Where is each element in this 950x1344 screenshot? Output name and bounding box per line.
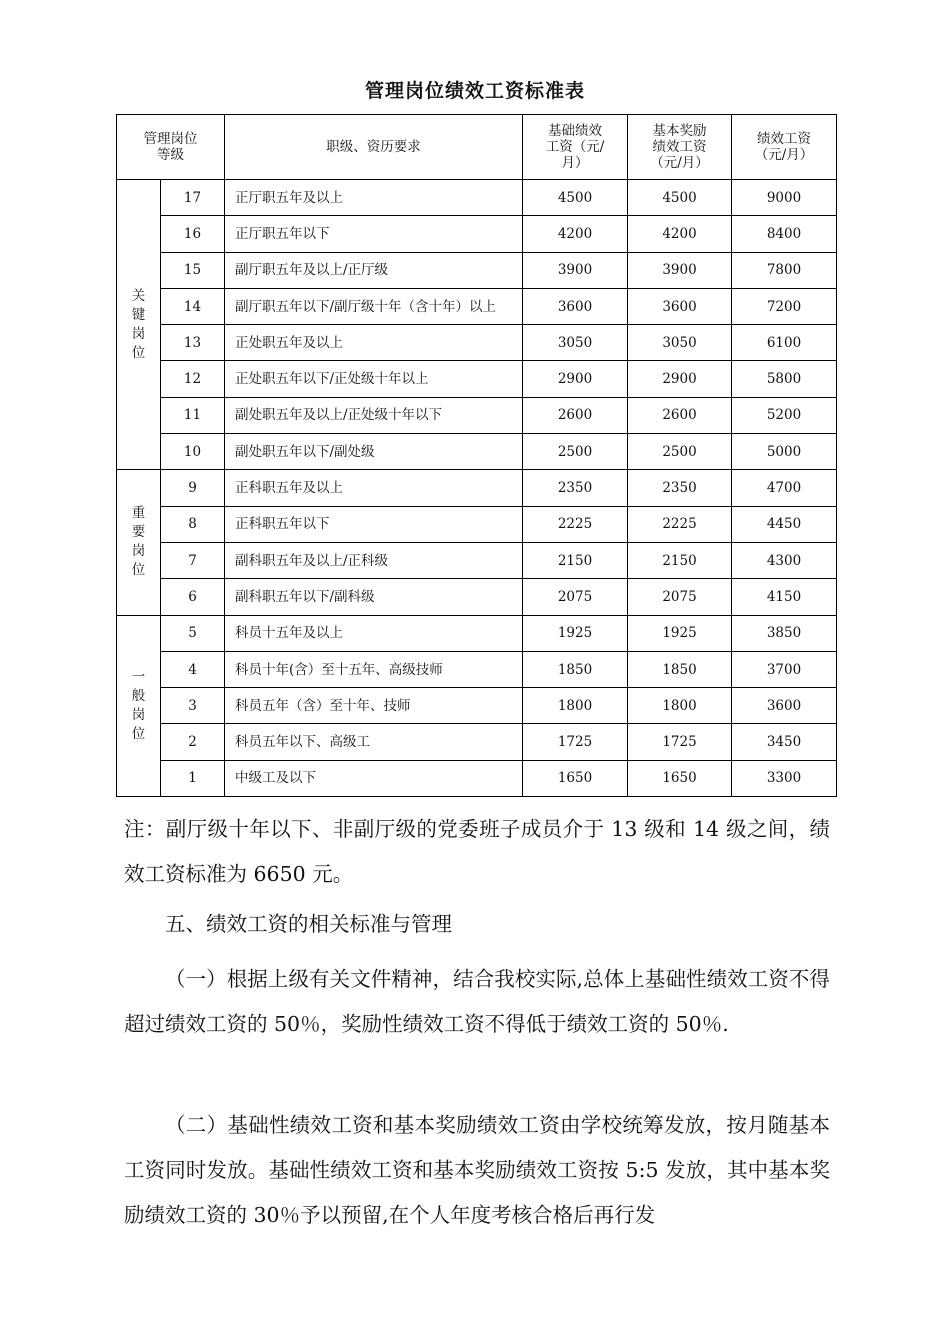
- reward-pay-cell: 3050: [628, 325, 732, 361]
- header-base-pay: 基础绩效 工资（元/ 月）: [523, 115, 628, 180]
- base-pay-cell: 2600: [523, 397, 628, 433]
- base-pay-cell: 1850: [523, 651, 628, 687]
- level-cell: 7: [161, 542, 225, 578]
- requirement-cell: 副处职五年及以上/正处级十年以下: [225, 397, 523, 433]
- reward-pay-cell: 2500: [628, 434, 732, 470]
- paragraph-2: （二）基础性绩效工资和基本奖励绩效工资由学校统筹发放，按月随基本工资同时发放。基础性绩效工资和基本奖励绩效工资按 5:5 发放，其中基本奖励绩效工资的 30％予以预留,在个人年度考核合格后再行发: [124, 1113, 830, 1227]
- base-pay-cell: 1800: [523, 688, 628, 724]
- reward-pay-cell: 3600: [628, 288, 732, 324]
- total-pay-cell: 3300: [732, 760, 837, 796]
- base-pay-cell: 1725: [523, 724, 628, 760]
- reward-pay-cell: 3900: [628, 252, 732, 288]
- requirement-cell: 科员五年以下、高级工: [225, 724, 523, 760]
- level-cell: 15: [161, 252, 225, 288]
- total-pay-cell: 5200: [732, 397, 837, 433]
- base-pay-cell: 3050: [523, 325, 628, 361]
- requirement-cell: 正厅职五年及以上: [225, 180, 523, 216]
- requirement-cell: 正厅职五年以下: [225, 216, 523, 252]
- reward-pay-cell: 2350: [628, 470, 732, 506]
- requirement-cell: 副科职五年以下/副科级: [225, 579, 523, 615]
- table-row: [117, 434, 837, 470]
- total-pay-cell: 3600: [732, 688, 837, 724]
- reward-pay-cell: 1925: [628, 615, 732, 651]
- total-pay-cell: 4700: [732, 470, 837, 506]
- base-pay-cell: 4200: [523, 216, 628, 252]
- total-pay-cell: 5800: [732, 361, 837, 397]
- table-row: [117, 288, 837, 324]
- total-pay-cell: 8400: [732, 216, 837, 252]
- level-cell: 12: [161, 361, 225, 397]
- level-cell: 2: [161, 724, 225, 760]
- base-pay-cell: 2075: [523, 579, 628, 615]
- total-pay-cell: 7800: [732, 252, 837, 288]
- requirement-cell: 副科职五年及以上/正科级: [225, 542, 523, 578]
- requirement-cell: 中级工及以下: [225, 760, 523, 796]
- requirement-cell: 正处职五年以下/正处级十年以上: [225, 361, 523, 397]
- group-label: 重要岗位: [117, 470, 161, 615]
- reward-pay-cell: 4500: [628, 180, 732, 216]
- requirement-cell: 科员五年（含）至十年、技师: [225, 688, 523, 724]
- table-row: [117, 542, 837, 578]
- group-label: 一般岗位: [117, 615, 161, 796]
- level-cell: 5: [161, 615, 225, 651]
- level-cell: 6: [161, 579, 225, 615]
- reward-pay-cell: 2225: [628, 506, 732, 542]
- reward-pay-cell: 1850: [628, 651, 732, 687]
- reward-pay-cell: 1725: [628, 724, 732, 760]
- table-row: [117, 397, 837, 433]
- reward-pay-cell: 4200: [628, 216, 732, 252]
- base-pay-cell: 1650: [523, 760, 628, 796]
- group-label: 关键岗位: [117, 180, 161, 470]
- requirement-cell: 副厅职五年以下/副厅级十年（含十年）以上: [225, 288, 523, 324]
- requirement-cell: 正科职五年以下: [225, 506, 523, 542]
- total-pay-cell: 5000: [732, 434, 837, 470]
- table-header-row: [117, 115, 837, 180]
- header-reward-pay: 基本奖励 绩效工资 （元/月）: [628, 115, 732, 180]
- total-pay-cell: 3450: [732, 724, 837, 760]
- requirement-cell: 正处职五年及以上: [225, 325, 523, 361]
- reward-pay-cell: 2075: [628, 579, 732, 615]
- header-total-pay: 绩效工资 （元/月）: [732, 115, 837, 180]
- table-row: [117, 579, 837, 615]
- table-note: 注：副厅级十年以下、非副厅级的党委班子成员介于 13 级和 14 级之间，绩效工资标准为 6650 元。: [124, 817, 830, 886]
- reward-pay-cell: 2600: [628, 397, 732, 433]
- level-cell: 8: [161, 506, 225, 542]
- table-row: [117, 180, 837, 216]
- total-pay-cell: 4150: [732, 579, 837, 615]
- total-pay-cell: 3700: [732, 651, 837, 687]
- base-pay-cell: 2900: [523, 361, 628, 397]
- total-pay-cell: 4300: [732, 542, 837, 578]
- table-row: [117, 724, 837, 760]
- table-row: [117, 252, 837, 288]
- reward-pay-cell: 1650: [628, 760, 732, 796]
- level-cell: 14: [161, 288, 225, 324]
- header-level: 管理岗位 等级: [117, 115, 225, 180]
- total-pay-cell: 4450: [732, 506, 837, 542]
- header-requirement: 职级、资历要求: [225, 115, 523, 180]
- table-row: [117, 651, 837, 687]
- table-row: [117, 506, 837, 542]
- base-pay-cell: 2225: [523, 506, 628, 542]
- table-row: [117, 325, 837, 361]
- table-row: [117, 760, 837, 796]
- requirement-cell: 正科职五年及以上: [225, 470, 523, 506]
- level-cell: 16: [161, 216, 225, 252]
- base-pay-cell: 3600: [523, 288, 628, 324]
- base-pay-cell: 2350: [523, 470, 628, 506]
- level-cell: 10: [161, 434, 225, 470]
- table-row: [117, 216, 837, 252]
- base-pay-cell: 3900: [523, 252, 628, 288]
- level-cell: 13: [161, 325, 225, 361]
- level-cell: 17: [161, 180, 225, 216]
- base-pay-cell: 4500: [523, 180, 628, 216]
- level-cell: 11: [161, 397, 225, 433]
- reward-pay-cell: 1800: [628, 688, 732, 724]
- total-pay-cell: 3850: [732, 615, 837, 651]
- level-cell: 9: [161, 470, 225, 506]
- table-row: [117, 470, 837, 506]
- section-heading: 五、绩效工资的相关标准与管理: [165, 912, 452, 936]
- total-pay-cell: 9000: [732, 180, 837, 216]
- table-title: 管理岗位绩效工资标准表: [364, 80, 585, 102]
- table-row: [117, 615, 837, 651]
- table-body: [117, 180, 837, 797]
- table-row: [117, 688, 837, 724]
- level-cell: 4: [161, 651, 225, 687]
- total-pay-cell: 6100: [732, 325, 837, 361]
- salary-table: [116, 114, 837, 797]
- table-row: [117, 361, 837, 397]
- requirement-cell: 副处职五年以下/副处级: [225, 434, 523, 470]
- total-pay-cell: 7200: [732, 288, 837, 324]
- requirement-cell: 副厅职五年及以上/正厅级: [225, 252, 523, 288]
- requirement-cell: 科员十五年及以上: [225, 615, 523, 651]
- paragraph-1: （一）根据上级有关文件精神，结合我校实际,总体上基础性绩效工资不得超过绩效工资的 50％，奖励性绩效工资不得低于绩效工资的 50％.: [124, 967, 830, 1036]
- level-cell: 3: [161, 688, 225, 724]
- base-pay-cell: 2500: [523, 434, 628, 470]
- base-pay-cell: 2150: [523, 542, 628, 578]
- requirement-cell: 科员十年(含）至十五年、高级技师: [225, 651, 523, 687]
- level-cell: 1: [161, 760, 225, 796]
- reward-pay-cell: 2900: [628, 361, 732, 397]
- base-pay-cell: 1925: [523, 615, 628, 651]
- reward-pay-cell: 2150: [628, 542, 732, 578]
